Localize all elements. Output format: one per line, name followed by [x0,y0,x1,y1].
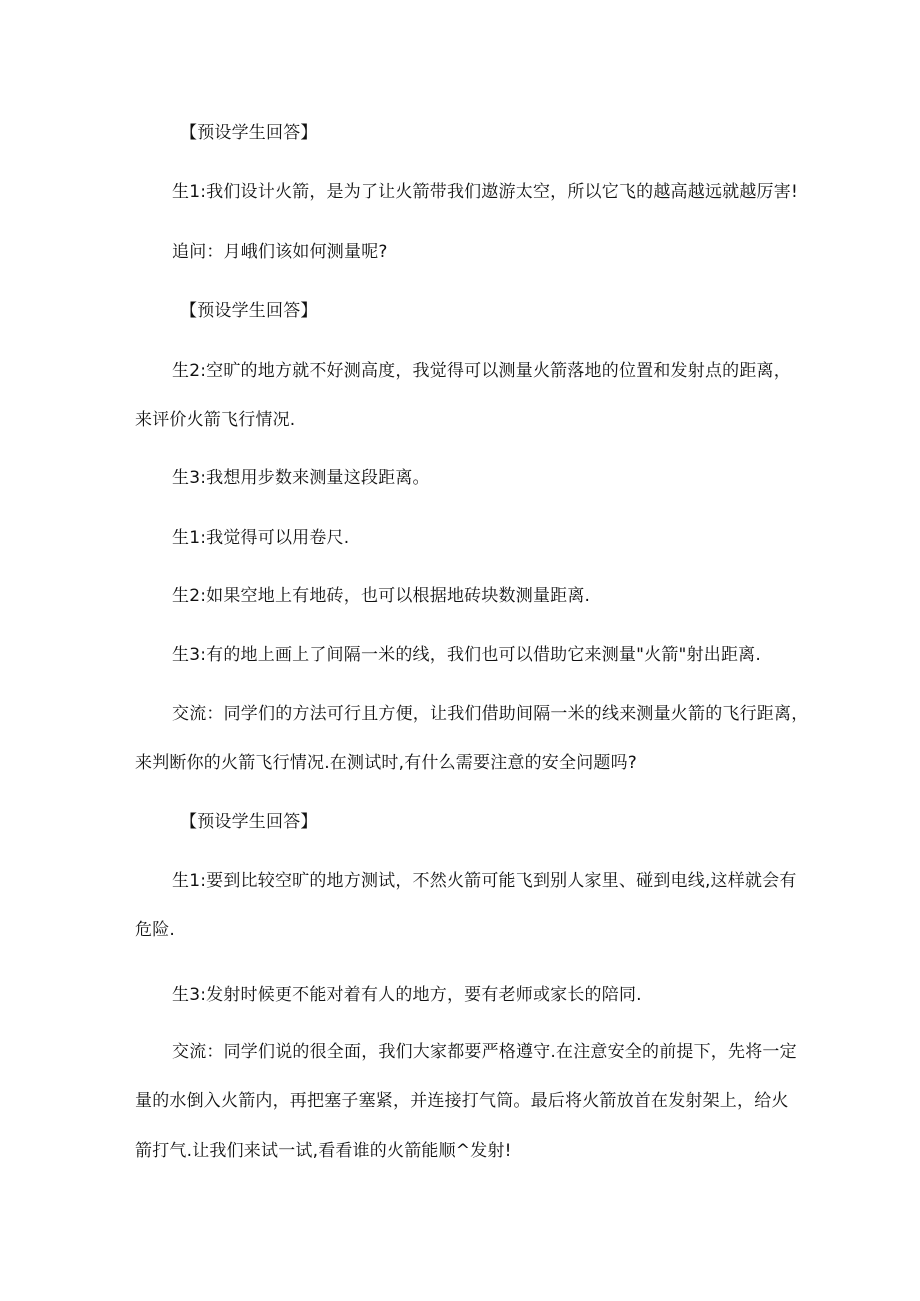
student-answer-continued: 来评价火箭飞行情况. [135,410,296,430]
student-answer: 生2:如果空地上有地砖，也可以根据地砖块数测量距离. [172,586,591,606]
student-answer: 生1:要到比较空旷的地方测试，不然火箭可能飞到别人家里、碰到电线,这样就会有 [172,871,797,891]
student-answer: 生3:有的地上画上了间隔一米的线，我们也可以借助它来测量"火箭"射出距离. [172,645,761,665]
teacher-question: 追问：月峨们该如何测量呢? [172,242,388,262]
section-heading: 【预设学生回答】 [180,301,318,321]
student-answer: 生2:空旷的地方就不好测高度，我觉得可以测量火箭落地的位置和发射点的距离， [172,361,791,381]
teacher-comment-continued: 箭打气.让我们来试一试,看看谁的火箭能顺^发射! [135,1141,512,1161]
student-answer-continued: 危险. [135,920,176,940]
section-heading: 【预设学生回答】 [180,123,318,143]
section-heading: 【预设学生回答】 [180,812,318,832]
teacher-comment-continued: 量的水倒入火箭内，再把塞子塞紧，并连接打气筒。最后将火箭放首在发射架上，给火 [135,1091,789,1111]
teacher-comment: 交流：同学们说的很全面，我们大家都要严格遵守.在注意安全的前提下，先将一定 [172,1042,797,1062]
student-answer: 生3:我想用步数来测量这段距离。 [172,468,430,488]
teacher-comment-continued: 来判断你的火箭飞行情况.在测试时,有什么需要注意的安全问题吗? [135,753,638,773]
teacher-comment: 交流：同学们的方法可行且方便，让我们借助间隔一米的线来测量火箭的飞行距离， [172,704,809,724]
student-answer: 生1:我们设计火箭，是为了让火箭带我们遨游太空，所以它飞的越高越远就越厉害! [172,182,798,202]
student-answer: 生1:我觉得可以用卷尺. [172,528,350,548]
student-answer: 生3:发射时候更不能对着有人的地方，要有老师或家长的陪同. [172,985,642,1005]
